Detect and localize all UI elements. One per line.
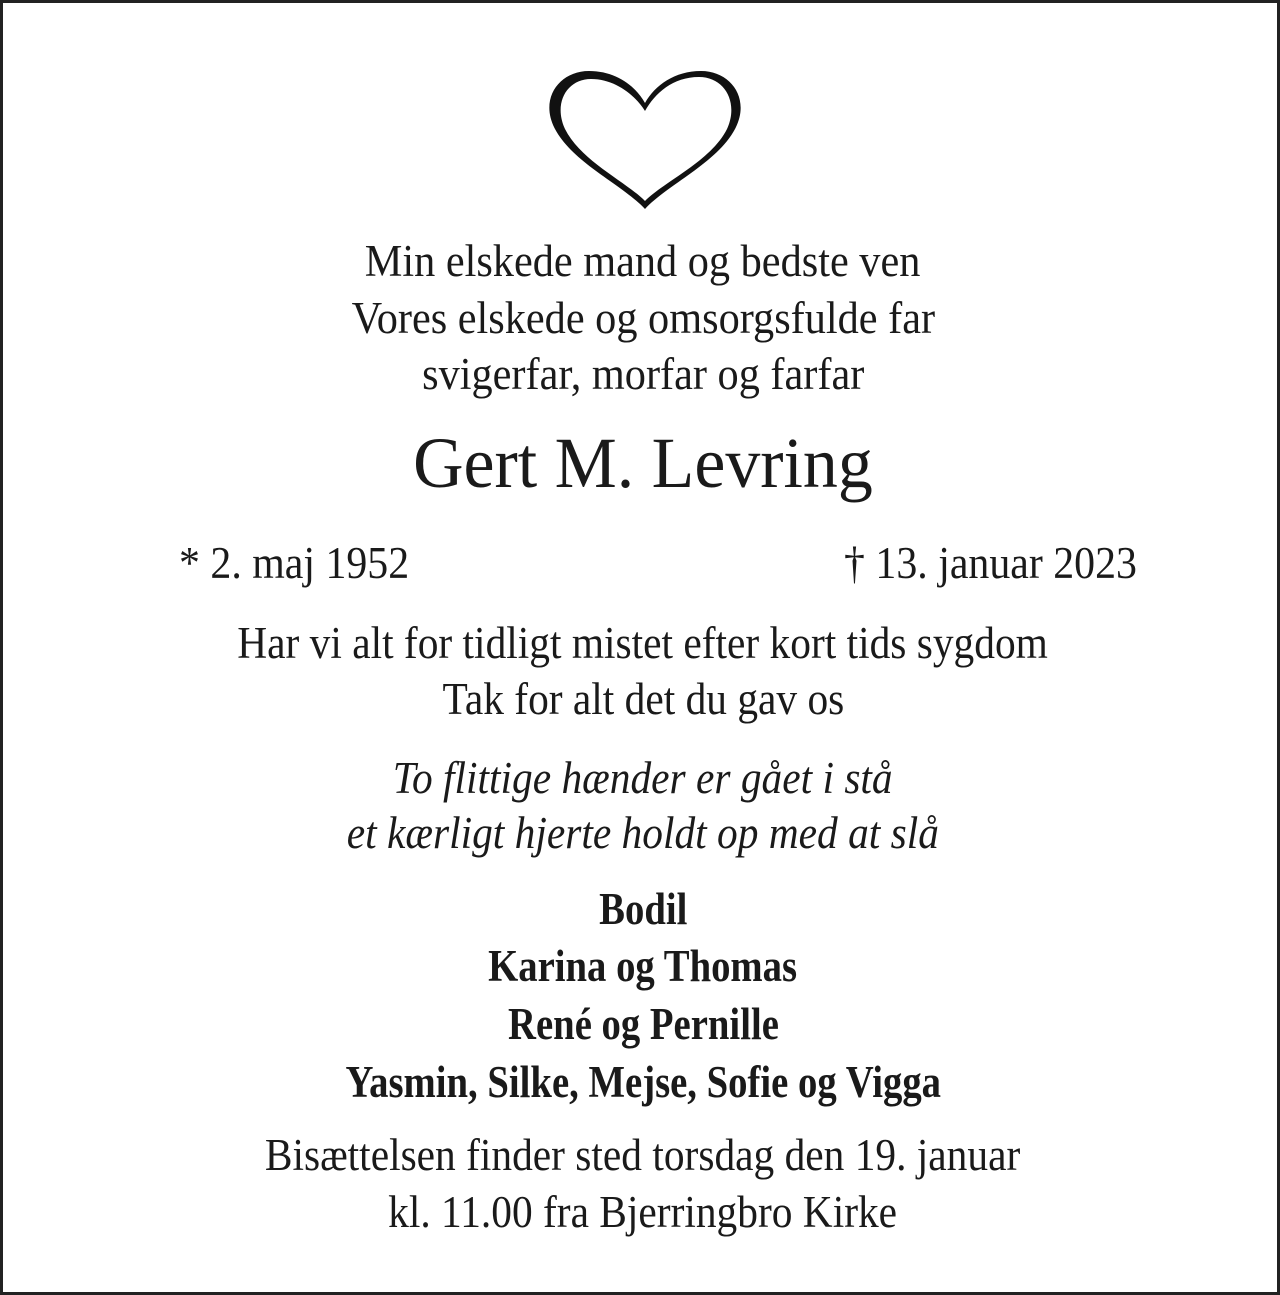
signature-line-3: René og Pernille [507, 999, 779, 1049]
deceased-name: Gert M. Levring [413, 423, 873, 503]
death-date: † 13. januar 2023 [844, 538, 1137, 588]
farewell-line-2: Tak for alt det du gav os [442, 674, 844, 724]
verse-line-1: To flittige hænder er gået i stå [393, 753, 893, 803]
signature-line-4: Yasmin, Silke, Mejse, Sofie og Vigga [345, 1057, 941, 1107]
verse-line-2: et kærligt hjerte holdt op med at slå [346, 808, 940, 858]
intro-line-2: Vores elskede og omsorgsfulde far [351, 293, 935, 343]
heart-outline-icon [543, 63, 747, 213]
signature-line-2: Karina og Thomas [488, 941, 798, 991]
intro-line-3: svigerfar, morfar og farfar [421, 349, 865, 399]
funeral-line-1: Bisættelsen finder sted torsdag den 19. januar [265, 1130, 1021, 1180]
birth-date: * 2. maj 1952 [179, 538, 410, 588]
funeral-line-2: kl. 11.00 fra Bjerringbro Kirke [388, 1187, 898, 1237]
signature-line-1: Bodil [598, 884, 688, 934]
intro-line-1: Min elskede mand og bedste ven [365, 236, 921, 286]
farewell-line-1: Har vi alt for tidligt mistet efter kort tids sygdom [237, 618, 1049, 668]
